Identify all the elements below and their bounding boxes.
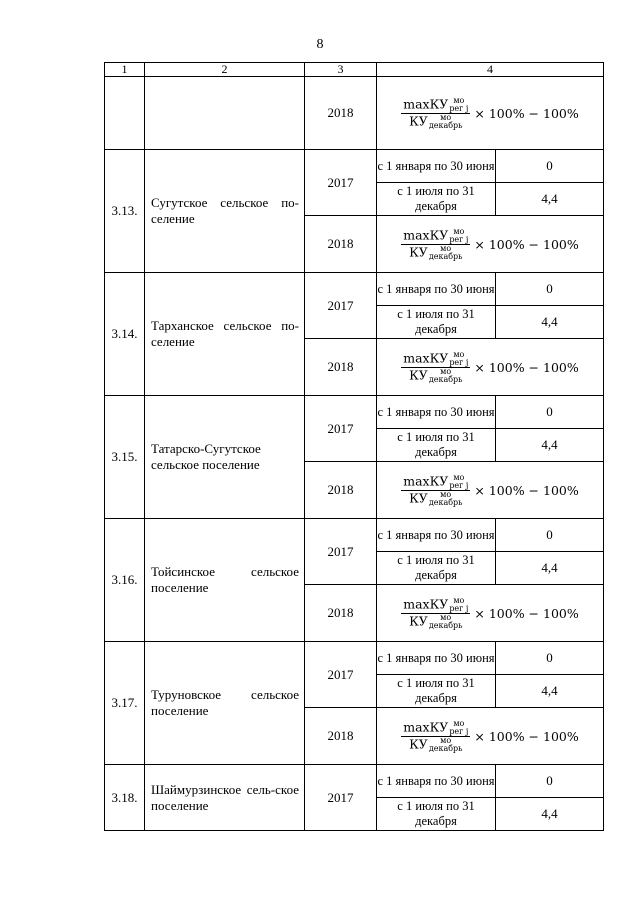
formula-tail: × 100% − 100% xyxy=(474,482,579,498)
year-cell: 2017 xyxy=(305,765,377,831)
row-number: 3.17. xyxy=(105,642,145,765)
settlement-name xyxy=(145,150,305,273)
row-number: 3.14. xyxy=(105,273,145,396)
value-cell: 4,4 xyxy=(496,798,604,831)
col-header-2: 2 xyxy=(145,63,305,77)
growth-formula xyxy=(401,720,578,753)
table-row xyxy=(105,765,604,798)
formula-numerator: maxКУ мо рег j xyxy=(403,472,469,490)
value-cell: 0 xyxy=(496,396,604,429)
row-number: 3.13. xyxy=(105,150,145,273)
value-cell: 0 xyxy=(496,765,604,798)
formula-numerator: maxКУ мо рег j xyxy=(403,95,469,113)
period-cell: с 1 июля по 31 декабря xyxy=(377,306,496,339)
table-row xyxy=(105,150,604,183)
formula-tail: × 100% − 100% xyxy=(474,605,579,621)
growth-formula xyxy=(401,474,578,507)
table-row xyxy=(105,77,604,150)
formula-cell xyxy=(377,216,604,273)
formula-tail: × 100% − 100% xyxy=(474,105,579,121)
col-header-4: 4 xyxy=(377,63,604,77)
growth-formula xyxy=(401,228,578,261)
year-cell: 2018 xyxy=(305,77,377,150)
row-number-empty xyxy=(105,77,145,150)
period-cell: с 1 июля по 31 декабря xyxy=(377,552,496,585)
period-cell: с 1 января по 30 июня xyxy=(377,519,496,552)
settlement-name xyxy=(145,765,305,831)
period-cell: с 1 января по 30 июня xyxy=(377,396,496,429)
formula-cell xyxy=(377,339,604,396)
value-cell: 4,4 xyxy=(496,552,604,585)
value-cell: 0 xyxy=(496,150,604,183)
table-row xyxy=(105,273,604,306)
period-cell: с 1 января по 30 июня xyxy=(377,150,496,183)
formula-fraction xyxy=(401,228,470,261)
row-number: 3.16. xyxy=(105,519,145,642)
formula-numerator: maxКУ мо рег j xyxy=(403,595,469,613)
formula-denominator: КУ мо декабрь xyxy=(409,489,463,507)
col-header-1: 1 xyxy=(105,63,145,77)
value-cell: 4,4 xyxy=(496,306,604,339)
settlement-name-text: Тарханское сельское по-селение xyxy=(151,318,299,349)
period-cell: с 1 января по 30 июня xyxy=(377,273,496,306)
period-cell: с 1 июля по 31 декабря xyxy=(377,675,496,708)
tariff-table xyxy=(104,62,604,831)
settlement-name xyxy=(145,396,305,519)
table-row xyxy=(105,642,604,675)
formula-cell xyxy=(377,585,604,642)
settlement-name-empty xyxy=(145,77,305,150)
value-cell: 4,4 xyxy=(496,183,604,216)
year-cell: 2018 xyxy=(305,708,377,765)
formula-denominator: КУ мо декабрь xyxy=(409,735,463,753)
formula-tail: × 100% − 100% xyxy=(474,236,579,252)
period-cell: с 1 января по 30 июня xyxy=(377,765,496,798)
formula-denominator: КУ мо декабрь xyxy=(409,612,463,630)
year-cell: 2018 xyxy=(305,585,377,642)
value-cell: 4,4 xyxy=(496,675,604,708)
formula-numerator: maxКУ мо рег j xyxy=(403,349,469,367)
formula-cell xyxy=(377,462,604,519)
header-row xyxy=(105,63,604,77)
year-cell: 2017 xyxy=(305,519,377,585)
period-cell: с 1 июля по 31 декабря xyxy=(377,429,496,462)
settlement-name-text: Туруновское сельское поселение xyxy=(151,687,299,718)
page-number: 8 xyxy=(316,37,324,52)
growth-formula xyxy=(401,597,578,630)
table-row xyxy=(105,519,604,552)
year-cell: 2017 xyxy=(305,273,377,339)
formula-numerator: maxКУ мо рег j xyxy=(403,718,469,736)
settlement-name xyxy=(145,519,305,642)
settlement-name-text: Сугутское сельское по-селение xyxy=(151,195,299,226)
year-cell: 2017 xyxy=(305,642,377,708)
formula-fraction xyxy=(401,720,470,753)
period-cell: с 1 июля по 31 декабря xyxy=(377,183,496,216)
settlement-name-text: Татарско-Сугутское сельское поселение xyxy=(151,441,261,472)
value-cell: 0 xyxy=(496,642,604,675)
col-header-3: 3 xyxy=(305,63,377,77)
row-number: 3.18. xyxy=(105,765,145,831)
settlement-name-text: Тойсинское сельское поселение xyxy=(151,564,299,595)
value-cell: 4,4 xyxy=(496,429,604,462)
formula-denominator: КУ мо декабрь xyxy=(409,112,463,130)
formula-denominator: КУ мо декабрь xyxy=(409,366,463,384)
row-number: 3.15. xyxy=(105,396,145,519)
year-cell: 2017 xyxy=(305,150,377,216)
settlement-name xyxy=(145,642,305,765)
period-cell: с 1 июля по 31 декабря xyxy=(377,798,496,831)
year-cell: 2018 xyxy=(305,216,377,273)
formula-tail: × 100% − 100% xyxy=(474,359,579,375)
settlement-name xyxy=(145,273,305,396)
formula-denominator: КУ мо декабрь xyxy=(409,243,463,261)
formula-cell xyxy=(377,708,604,765)
period-cell: с 1 января по 30 июня xyxy=(377,642,496,675)
formula-tail: × 100% − 100% xyxy=(474,728,579,744)
value-cell: 0 xyxy=(496,519,604,552)
formula-fraction xyxy=(401,351,470,384)
formula-fraction xyxy=(401,97,470,130)
value-cell: 0 xyxy=(496,273,604,306)
formula-cell xyxy=(377,77,604,150)
growth-formula xyxy=(401,97,578,130)
year-cell: 2018 xyxy=(305,462,377,519)
year-cell: 2018 xyxy=(305,339,377,396)
formula-fraction xyxy=(401,597,470,630)
settlement-name-text: Шаймурзинское сель-ское поселение xyxy=(151,781,299,813)
formula-fraction xyxy=(401,474,470,507)
formula-numerator: maxКУ мо рег j xyxy=(403,226,469,244)
year-cell: 2017 xyxy=(305,396,377,462)
table-row xyxy=(105,396,604,429)
growth-formula xyxy=(401,351,578,384)
